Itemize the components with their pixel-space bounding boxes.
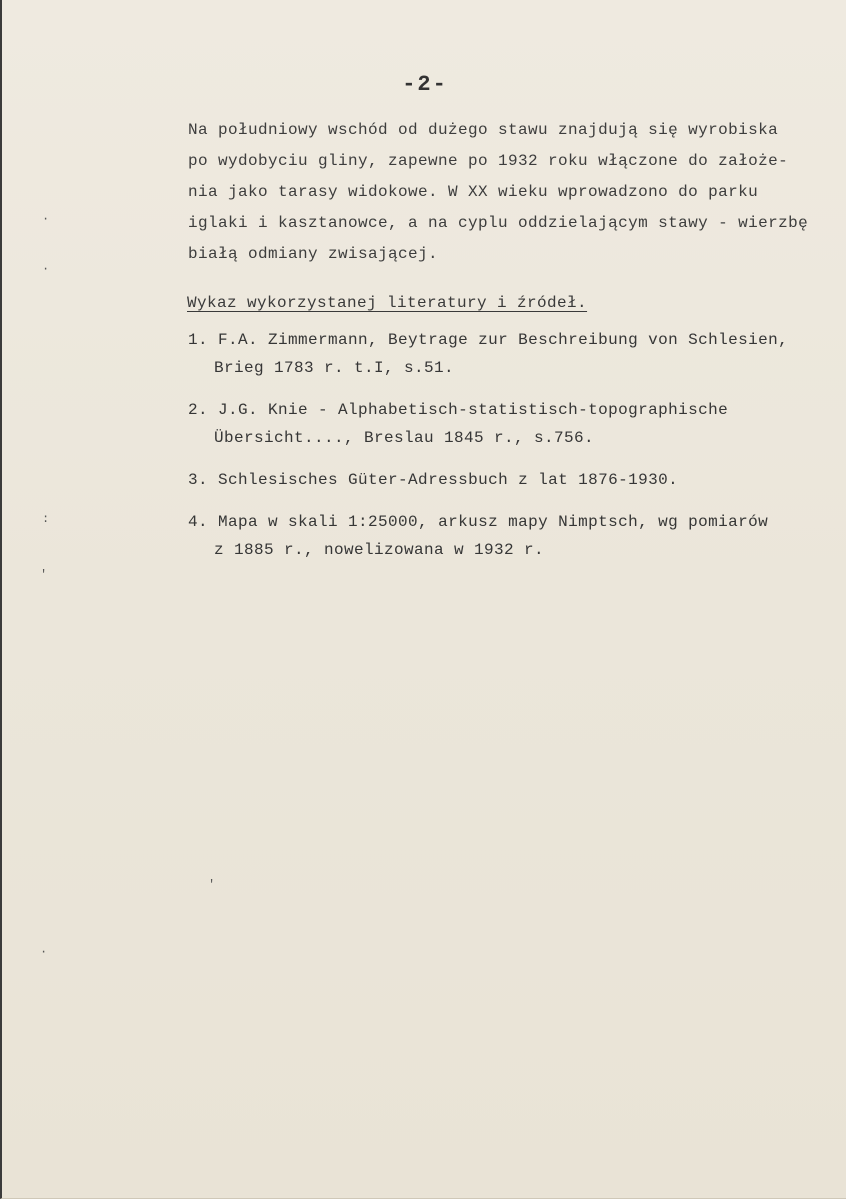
- reference-line: [188, 326, 828, 354]
- reference-line: [188, 396, 828, 424]
- reference-text: F.A. Zimmermann, Beytrage zur Beschreibung von Schlesien,: [218, 331, 789, 349]
- paragraph-line: Na południowy wschód od dużego stawu znajdują się wyrobiska: [188, 121, 779, 139]
- reference-text: Mapa w skali 1:25000, arkusz mapy Nimptsch, wg pomiarów: [218, 513, 769, 531]
- reference-list: [188, 326, 828, 578]
- reference-number: 4.: [188, 513, 209, 531]
- reference-text: J.G. Knie - Alphabetisch-statistisch-topographische: [218, 401, 729, 419]
- body-paragraph: [188, 115, 828, 270]
- reference-text: Schlesisches Güter-Adressbuch z lat 1876-1930.: [218, 471, 679, 489]
- reference-continuation: z 1885 r., nowelizowana w 1932 r.: [214, 541, 545, 559]
- scan-speck: ·: [40, 945, 48, 959]
- reference-number: 1.: [188, 331, 209, 349]
- page-number: -2-: [402, 72, 448, 97]
- reference-number: 2.: [188, 401, 209, 419]
- scan-speck: ': [40, 568, 48, 582]
- reference-line: [188, 508, 828, 536]
- bibliography-heading: Wykaz wykorzystanej literatury i źródeł.: [187, 294, 588, 312]
- reference-number: 3.: [188, 471, 209, 489]
- paragraph-line: nia jako tarasy widokowe. W XX wieku wprowadzono do parku: [188, 183, 759, 201]
- reference-item: [188, 396, 828, 452]
- reference-item: [188, 508, 828, 564]
- scan-speck: :: [42, 512, 50, 526]
- paragraph-line: po wydobyciu gliny, zapewne po 1932 roku włączone do założe-: [188, 152, 789, 170]
- scan-speck: ·: [42, 262, 50, 276]
- scan-speck: ·: [42, 212, 50, 226]
- reference-continuation: Brieg 1783 r. t.I, s.51.: [214, 359, 455, 377]
- reference-line: [188, 466, 828, 494]
- paragraph-line: iglaki i kasztanowce, a na cyplu oddzielającym stawy - wierzbę: [188, 214, 809, 232]
- paragraph-line: białą odmiany zwisającej.: [188, 245, 439, 263]
- reference-item: [188, 326, 828, 382]
- reference-continuation: Übersicht...., Breslau 1845 r., s.756.: [214, 429, 595, 447]
- scan-speck: ': [208, 878, 216, 892]
- reference-item: [188, 466, 828, 494]
